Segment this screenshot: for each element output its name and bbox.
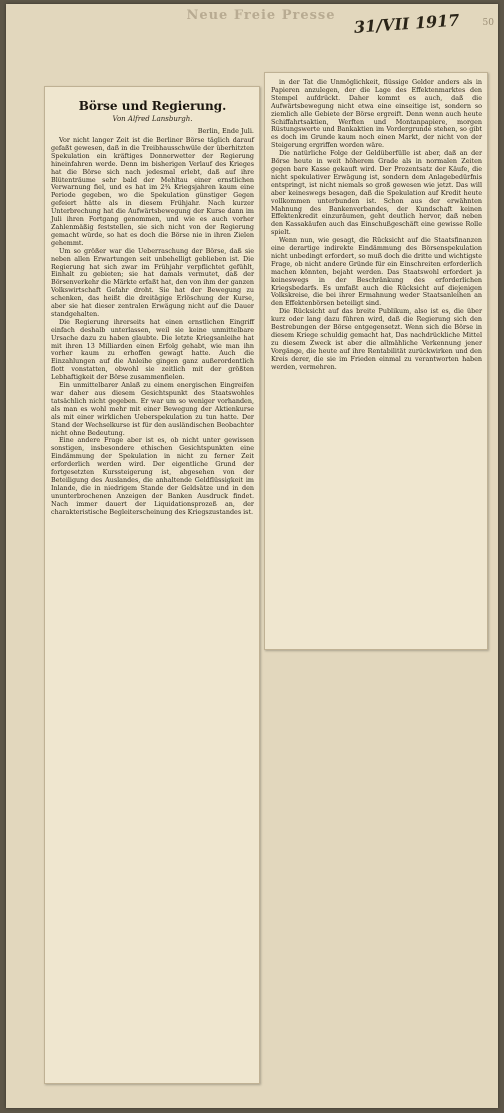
left-column-text (51, 137, 254, 517)
page-number: 50 (482, 18, 494, 28)
newspaper-masthead: Neue Freie Presse (186, 8, 336, 23)
article-clipping-right (264, 72, 488, 650)
paragraph: Die Regierung ihrerseits hat einen ernstlichen Eingriff einfach deshalb unterlassen, weil sie keine unmittelbare Ursache dazu zu haben glaubte. Die letzte Kriegsanleihe hat mit ihren 13 Milliarden einen Erfolg gehabt, wie man ihn vorher kaum zu erhoffen gewagt hatte. Auch die Einzahlungen auf die Anleihe gingen ganz außerordentlich flott vonstatten, obwohl sie zeitlich mit der größten Lebhaftigkeit der Börse zusammenfielen. (51, 317, 254, 382)
paragraph: Wenn nun, wie gesagt, die Rücksicht auf die Staatsfinanzen eine derartige indirekte Eindämmung des Börsenspekulation nicht unbedingt erfordert, so muß doch die dritte und wichtigste Frage, ob nicht andere Gründe für ein Einschreiten erforderlich machen könnten, bejaht werden. Das Staatswohl erfordert ja keineswegs in der Beschränkung des erforderlichen Kriegsbedarfs. Es umfaßt auch die Rücksicht auf diejenigen Volkskreise, die bei ihrer Ermahnung weder Staatsanleihen an den Effektenbörsen beteiligt sind. (271, 236, 482, 308)
handwritten-date: 31/VII 1917 (353, 10, 461, 37)
article-author: Von Alfred Lansburgh. (112, 115, 193, 123)
right-column-text (271, 79, 482, 372)
paragraph: Um so größer war die Ueberraschung der Börse, daß sie neben allen Erwartungen seit unbehelligt geblieben ist. Die Regierung hat sich zwar im Frühjahr verpflichtet gefühlt, Einhalt zu gebieten; sie hat damals vermutet, daß der Börsenverkehr die Märkte erfaßt hat, den von ihm der ganzen Volkswirtschaft Gefahr droht. Sie hat der Bewegung zu schenken, das heißt die dreitägige Erlöschung der Kurse, aber sie hat dieser zentralen Erwägung nicht auf die Dauer standgehalten. (51, 246, 254, 318)
paragraph: Vor nicht langer Zeit ist die Berliner Börse täglich darauf gefaßt gewesen, daß in die Treibhausschwüle der überhitzten Spekulation ein kräftiges Donnerwetter der Regierung hineinfahren werde. Denn im bisherigen Verlauf des Krieges hat die Börse sich nach jedesmal erlebt, daß auf ihre Blütenträume sehr bald der Mehltau einer ernstlichen Verwarnung fiel, und es hat im 2¾ Kriegsjahren kaum eine Periode gegeben, wo die Spekulation günstiger Gegen gefeiert hätte als in diesem Frühjahr. Nach kurzer Unterbrechung hat die Aufwärtsbewegung der Kurse dann im Juli ihren Fortgang genommen, und wie es auch vorher Zahlenmäßig feststellen, sie sich nicht von der Regierung gemacht würde, so hat es doch die Börse nie in ihren Zielen gehemmt. (51, 136, 254, 247)
article-dateline: Berlin, Ende Juli. (197, 127, 254, 135)
paragraph: Ein unmittelbarer Anlaß zu einem energischen Eingreifen war daher aus diesem Gesichtspunkt des Staatswohles tatsächlich nicht gegeben. Er war um so weniger vorhanden, als man es wohl mehr mit einer Bewegung der Aktienkurse als mit einer wirklichen Ueberspekulation zu tun hatte. Der Stand der Wechselkurse ist für den ausländischen Beobachter nicht ohne Bedeutung. (51, 381, 254, 437)
article-title: Börse und Regierung. (78, 99, 227, 113)
paragraph: Die Rücksicht auf das breite Publikum, also ist es, die über kurz oder lang dazu führen wird, daß die Regierung sich den Bestrebungen der Börse entgegensetzt. Wenn sich die Börse in diesem Kriege schuldig gemacht hat, Das nachdrückliche Mittel zu diesem Zweck ist aber die allmähliche Verkennung jener Vorgänge, die heute auf ihre Rentabilität zurückwirken und den Kreis derer, die sie im Frieden einmal zu verantworten haben werden, vermehren. (271, 307, 482, 371)
paragraph: Eine andere Frage aber ist es, ob nicht unter gewissen sonstigen, insbesondere ethischen Gesichtspunkten eine Eindämmung der Spekulation in nicht zu ferner Zeit erforderlich werden wird. Der eigentliche Grund der fortgesetzten Kurssteigerung ist, abgesehen von der Beteiligung des Auslandes, die anhaltende Geldflüssigkeit im Inlande, die in niedrigem Stande der Geldsätze und in den ununterbrochenen Anzeigen der Banken Ausdruck findet. Nach immer dauert der Liquidationsprozeß an, der charakteristische Begleiterscheinung des Kriegszustandes ist. (51, 436, 254, 516)
article-clipping-left (44, 86, 260, 1084)
paragraph: Die natürliche Folge der Geldüberfülle ist aber, daß an der Börse heute in weit höherem Grade als in normalen Zeiten gegen bare Kasse gekauft wird. Der Prozentsatz der Käufe, die nicht spekulativer Erwägung ist, sondern dem Anlagebedürfnis entspringt, ist nicht niemals so groß gewesen wie jetzt. Das will aber keineswegs besagen, daß die Spekulation auf Kredit heute vollkommen unterbunden ist. Schon aus der erwähnten Mahnung des Bankenverbandes, der Kundschaft keinen Effektenkredit einzuräumen, geht deutlich hervor, daß neben den Kassakäufen auch das Einschußgeschäft eine gewisse Rolle spielt. (271, 149, 482, 237)
paragraph: in der Tat die Unmöglichkeit, flüssige Gelder anders als in Papieren anzulegen, der die Lage des Effektenmarktes den Stempel aufdrückt. Daher kommt es auch, daß die Aufwärtsbewegung nicht etwa eine einseitige ist, sondern so ziemlich alle Gebiete der Börse ergreift. Denn wenn auch heute Schiffahrtsaktien, Werften und Montanpapiere, morgen Rüstungswerte und Bankaktien im Vordergrunde stehen, so gibt es doch im Grunde kaum noch einen Markt, der nicht von der Steigerung ergriffen worden wäre. (271, 78, 482, 150)
